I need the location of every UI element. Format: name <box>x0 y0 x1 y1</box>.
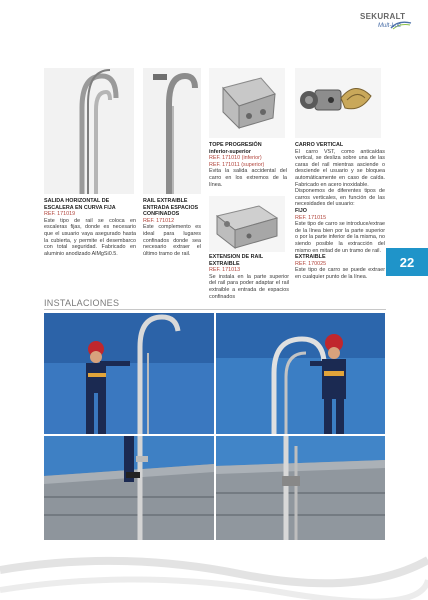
product-description: Evita la salida accidental del carro en los extremos de la línea. <box>209 168 287 188</box>
installation-photo-bottom-right <box>216 436 385 540</box>
product-image-curved-exit <box>44 68 134 194</box>
installation-photo-top-left <box>44 313 214 434</box>
installation-photo-top-right <box>216 313 385 434</box>
product-ref: REF. 171012 <box>143 217 175 224</box>
product-title: CARRO VERTICAL <box>295 142 344 148</box>
section-divider <box>44 309 386 310</box>
installation-photo-bottom-left <box>44 436 214 540</box>
variant-extraible-description: Este tipo de carro se puede extraer en cualquier punto de la línea. <box>295 267 385 280</box>
product-description: Este complemento es ideal para lugares confinados donde sea necesario extraer el último tramo de rail. <box>143 224 201 257</box>
product-title: SALIDA HORIZONTAL DE ESCALERA EN CURVA FIJA <box>44 198 116 211</box>
product-caption-curved-exit <box>44 198 136 257</box>
product-description: Este tipo de rail se coloca en escaleras fijas, donde es necesario que el usuario vaya asegurado hasta la cubierta, y permite el desembarco con total seguridad. Fabricado en aluminio anodizado AlMgSi0.5. <box>44 217 136 257</box>
product-image-extractable-rail <box>143 68 201 194</box>
logo-subtitle: Mult-Loc <box>378 23 402 29</box>
product-subtitle: inferior-superior <box>209 148 251 155</box>
section-title: INSTALACIONES <box>44 298 120 308</box>
product-caption-extractable-rail <box>143 198 201 257</box>
product-caption-vertical-carriage <box>295 142 385 280</box>
product-image-rail-extension <box>209 196 285 252</box>
product-title: EXTENSION DE RAIL EXTRAIBLE <box>209 254 264 267</box>
product-image-progression-stop <box>209 68 285 138</box>
logo-text: SEKURALT <box>360 12 406 21</box>
variant-fijo-description: Este tipo de carro se introduce/extrae de la línea bien por la parte superior o por la parte inferior de la misma, no siendo posible la extracción del mismo en mitad de un tramo de rail. <box>295 221 385 254</box>
product-caption-rail-extension <box>209 254 289 300</box>
variant-extraible-title: EXTRAIBLE <box>295 254 326 261</box>
product-ref: REF. 171013 <box>209 267 241 274</box>
variant-extraible-ref: REF. 170025 <box>295 260 327 267</box>
product-caption-progression-stop <box>209 142 287 188</box>
page-number-tab: 22 <box>386 248 428 276</box>
product-image-vertical-carriage <box>295 68 381 138</box>
bottom-decoration <box>0 540 428 600</box>
product-description: El carro VST, como anticaídas vertical, se desliza sobre una de las caras del rail mientras asciende o desciende el usuario y se bloquea automáticamente en caso de caída. Fabricado en acero inoxidable. <box>295 148 385 188</box>
product-description-2: Disponemos de diferentes tipos de carros verticales, en función de las necesidades del usuario: <box>295 188 385 208</box>
variant-fijo-title: FIJO <box>295 207 307 214</box>
product-title: TOPE PROGRESIÓN <box>209 142 262 148</box>
product-description: Se instala en la parte superior del rail para poder adaptar el rail extraible a entrada de espacios confinados <box>209 273 289 300</box>
product-ref: REF. 171019 <box>44 211 76 218</box>
product-title: RAIL EXTRAIBLE ENTRADA ESPACIOS CONFINADOS <box>143 198 199 218</box>
product-ref: REF. 171011 (superior) <box>209 161 265 168</box>
product-ref: REF. 171010 (inferior) <box>209 155 262 162</box>
brand-logo <box>360 10 422 38</box>
variant-fijo-ref: REF. 171015 <box>295 214 327 221</box>
